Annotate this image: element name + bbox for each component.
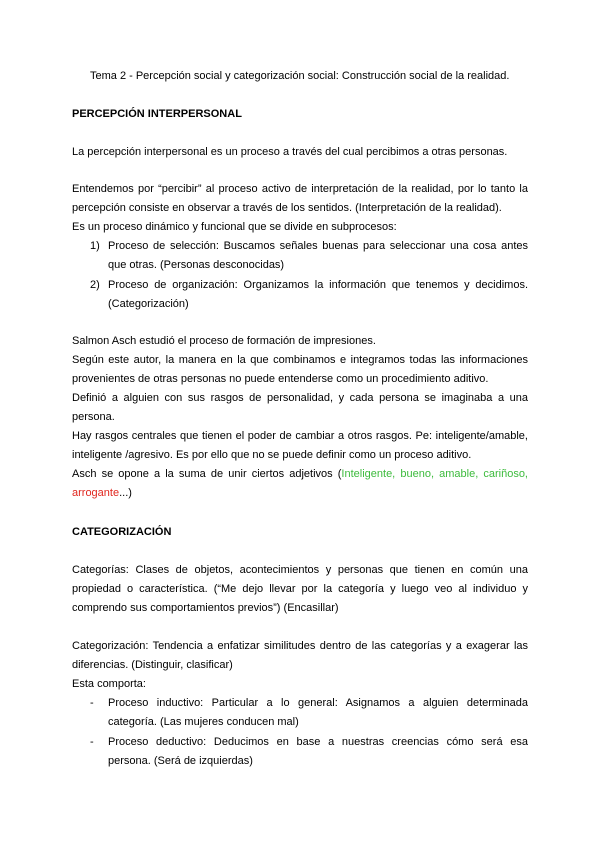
list-marker: -: [90, 697, 94, 709]
list-item-text: Proceso deductivo: Deducimos en base a nuestras creencias cómo será esa: [108, 736, 528, 748]
paragraph-line: Según este autor, la manera en la que combinamos e integramos todas las informaciones: [72, 354, 528, 366]
paragraph-definition: La percepción interpersonal es un proceso a través del cual percibimos a otras personas.: [72, 146, 508, 158]
list-marker: 2): [90, 279, 100, 291]
paragraph-line: Entendemos por “percibir” al proceso activo de interpretación de la realidad, por lo tanto la: [72, 183, 528, 195]
paragraph-line: Hay rasgos centrales que tienen el poder de cambiar a otros rasgos. Pe: inteligente/amable,: [72, 430, 528, 442]
list-item-text: (Categorización): [108, 298, 189, 310]
text-run: Asch se opone a la suma de unir ciertos adjetivos (: [72, 468, 342, 480]
section-heading-categorizacion: CATEGORIZACIÓN: [72, 526, 172, 538]
paragraph-line: persona.: [72, 411, 115, 423]
list-item-text: Proceso de selección: Buscamos señales buenas para seleccionar una cosa antes: [108, 240, 528, 252]
paragraph-line: propiedad o característica. (“Me dejo llevar por la categoría y luego veo al individuo y: [72, 583, 528, 595]
list-item-text: categoría. (Las mujeres conducen mal): [108, 716, 299, 728]
document-title: Tema 2 - Percepción social y categorización social: Construcción social de la realidad.: [90, 70, 510, 82]
list-item-text: Proceso de organización: Organizamos la información que tenemos y decidimos.: [108, 279, 528, 291]
list-item-text: persona. (Será de izquierdas): [108, 755, 253, 767]
list-item-text: Proceso inductivo: Particular a lo general: Asignamos a alguien determinada: [108, 697, 528, 709]
list-marker: -: [90, 736, 94, 748]
paragraph-line: provenientes de otras personas no puede entenderse como un procedimiento aditivo.: [72, 373, 489, 385]
paragraph-line-adjectives: [72, 468, 528, 480]
paragraph-line: Es un proceso dinámico y funcional que se divide en subprocesos:: [72, 221, 397, 233]
paragraph-line: Categorías: Clases de objetos, acontecimientos y personas que tienen en común una: [72, 564, 528, 576]
highlight-green: Inteligente, bueno, amable, cariñoso,: [341, 468, 528, 480]
paragraph-line: Esta comporta:: [72, 678, 146, 690]
paragraph-line: percepción consiste en observar a través de los sentidos. (Interpretación de la realidad).: [72, 202, 502, 214]
list-item-text: que otras. (Personas desconocidas): [108, 259, 285, 271]
paragraph-line: comprendo sus comportamientos previos”) (Encasillar): [72, 602, 339, 614]
paragraph-line: inteligente /agresivo. Es por ello que no se puede definir como un proceso aditivo.: [72, 449, 472, 461]
list-marker: 1): [90, 240, 100, 252]
paragraph-line-adjectives: [72, 487, 132, 499]
paragraph-line: Categorización: Tendencia a enfatizar similitudes dentro de las categorías y a exagerar las: [72, 640, 528, 652]
paragraph-line: Salmon Asch estudió el proceso de formación de impresiones.: [72, 335, 376, 347]
paragraph-line: diferencias. (Distinguir, clasificar): [72, 659, 233, 671]
text-run: ...): [119, 487, 132, 499]
section-heading-percepcion: PERCEPCIÓN INTERPERSONAL: [72, 108, 242, 120]
highlight-red: arrogante: [72, 487, 120, 499]
paragraph-line: Definió a alguien con sus rasgos de personalidad, y cada persona se imaginaba a una: [72, 392, 528, 404]
